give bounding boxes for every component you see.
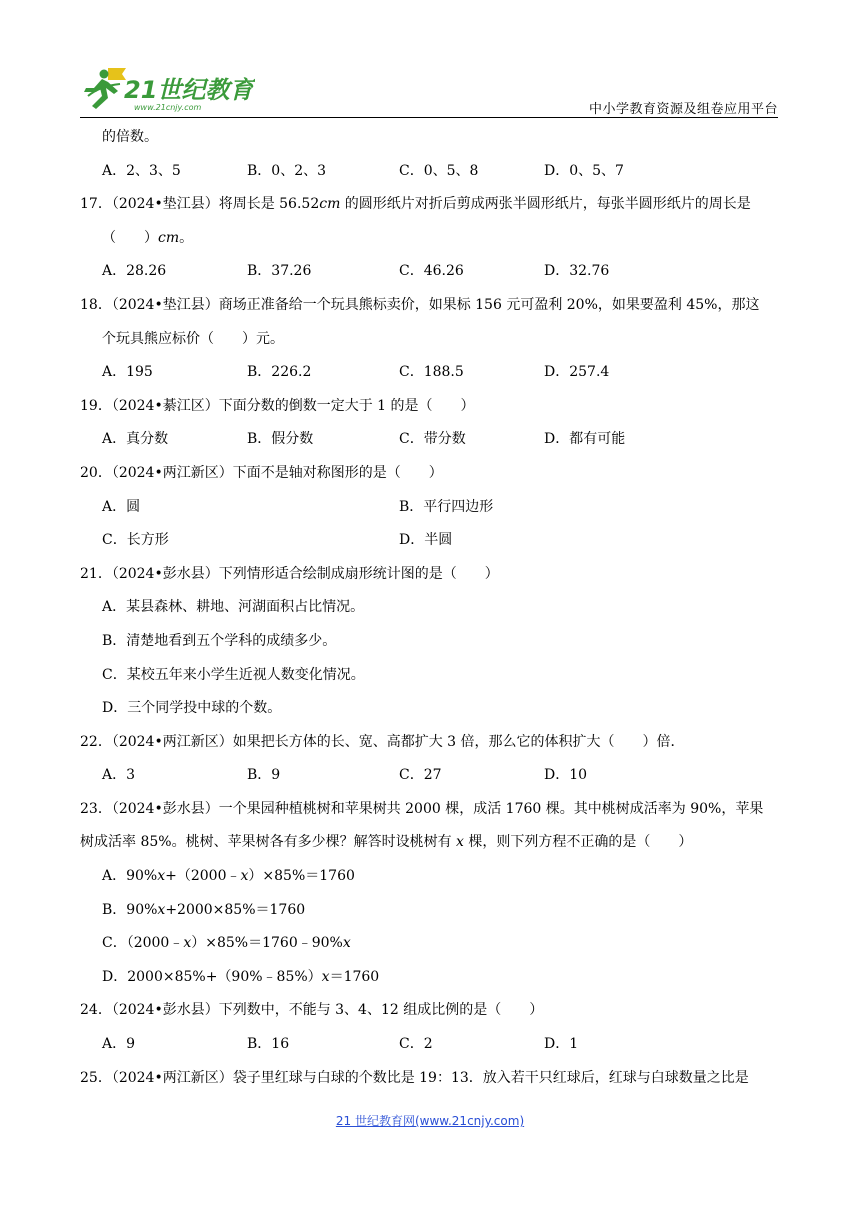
question-22-options [80,759,780,793]
option-b: B．90%x+2000×85%＝1760 [102,901,306,918]
option-d: D．2000×85%+（90%﹣85%）x＝1760 [102,968,380,985]
question-25: 25．（2024•两江新区）袋子里红球与白球的个数比是 19：13．放入若干只红球后，红球与白球数量之比是 [80,1069,749,1086]
option-c: C．0、5、8 [399,162,479,179]
option-d: D．半圆 [399,532,453,549]
question-20-options-row1 [80,491,780,525]
question-19: 19．（2024•綦江区）下面分数的倒数一定大于 1 的是（ ） [80,397,475,414]
logo-text: 21世纪教育 [124,76,254,104]
page-header [80,64,778,118]
footer-link[interactable]: 21 世纪教育网(www.21cnjy.com) [335,1114,525,1128]
question-list [80,121,780,1095]
header-divider [80,117,778,118]
option-d: D．257.4 [544,364,610,381]
option-c: C．某校五年来小学生近视人数变化情况。 [102,666,365,683]
prev-options [80,155,780,189]
option-c: C．2 [399,1036,433,1053]
question-20-options-row2 [80,524,780,558]
question-20: 20．（2024•两江新区）下面不是轴对称图形的是（ ） [80,464,443,481]
question-17-cont: （ ）cm。 [102,229,194,246]
logo-url: www.21cnjy.com [134,103,202,112]
page-footer [0,1112,860,1129]
option-c: C．46.26 [399,263,464,280]
option-a: A．90%x+（2000﹣x）×85%＝1760 [102,868,355,885]
option-a: A．真分数 [102,431,169,448]
question-17: 17．（2024•垫江县）将周长是 56.52cm 的圆形纸片对折后剪成两张半圆形纸片，每张半圆形纸片的周长是 [80,196,751,213]
option-b: B．16 [247,1036,290,1053]
option-c: C．27 [399,767,442,784]
option-b: B．226.2 [247,364,312,381]
question-21: 21．（2024•彭水县）下列情形适合绘制成扇形统计图的是（ ） [80,565,499,582]
option-a: A．圆 [102,498,141,515]
option-d: D．三个同学投中球的个数。 [102,700,282,717]
option-a: A．某县森林、耕地、河湖面积占比情况。 [102,599,365,616]
option-c: C．带分数 [399,431,466,448]
option-d: D．0、5、7 [544,162,624,179]
option-d: D．都有可能 [544,431,626,448]
question-23: 23．（2024•彭水县）一个果园种植桃树和苹果树共 2000 棵，成活 1760 棵。其中桃树成活率为 90%，苹果 [80,800,764,817]
option-a: A．195 [102,364,153,381]
question-18-cont: 个玩具熊应标价（ ）元。 [102,330,284,347]
option-d: D．1 [544,1036,579,1053]
prev-question-tail: 的倍数。 [102,129,158,145]
question-22: 22．（2024•两江新区）如果把长方体的长、宽、高都扩大 3 倍，那么它的体积扩大（ ）倍． [80,733,685,750]
logo [80,64,255,116]
option-b: B．清楚地看到五个学科的成绩多少。 [102,632,337,649]
option-b: B．9 [247,767,281,784]
question-19-options [80,423,780,457]
platform-name: 中小学教育资源及组卷应用平台 [588,102,778,117]
option-d: D．32.76 [544,263,610,280]
question-18-options [80,356,780,390]
question-17-options [80,255,780,289]
option-d: D．10 [544,767,588,784]
option-a: A．9 [102,1036,136,1053]
option-c: C．（2000﹣x）×85%＝1760﹣90%x [102,935,351,952]
option-c: C．长方形 [102,532,169,549]
question-24: 24．（2024•彭水县）下列数中，不能与 3、4、12 组成比例的是（ ） [80,1002,544,1019]
option-a: A．3 [102,767,136,784]
option-b: B．平行四边形 [399,498,494,515]
option-b: B．0、2、3 [247,162,327,179]
option-b: B．37.26 [247,263,312,280]
question-24-options [80,1028,780,1062]
option-a: A．28.26 [102,263,167,280]
question-23-cont: 树成活率 85%。桃树、苹果树各有多少棵？解答时设桃树有 x 棵，则下列方程不正确的是（ ） [80,834,693,851]
option-b: B．假分数 [247,431,314,448]
runner-logo-icon [80,64,255,116]
option-a: A．2、3、5 [102,162,181,179]
option-c: C．188.5 [399,364,464,381]
question-18: 18．（2024•垫江县）商场正准备给一个玩具熊标卖价，如果标 156 元可盈利 20%，如果要盈利 45%，那这 [80,296,760,313]
